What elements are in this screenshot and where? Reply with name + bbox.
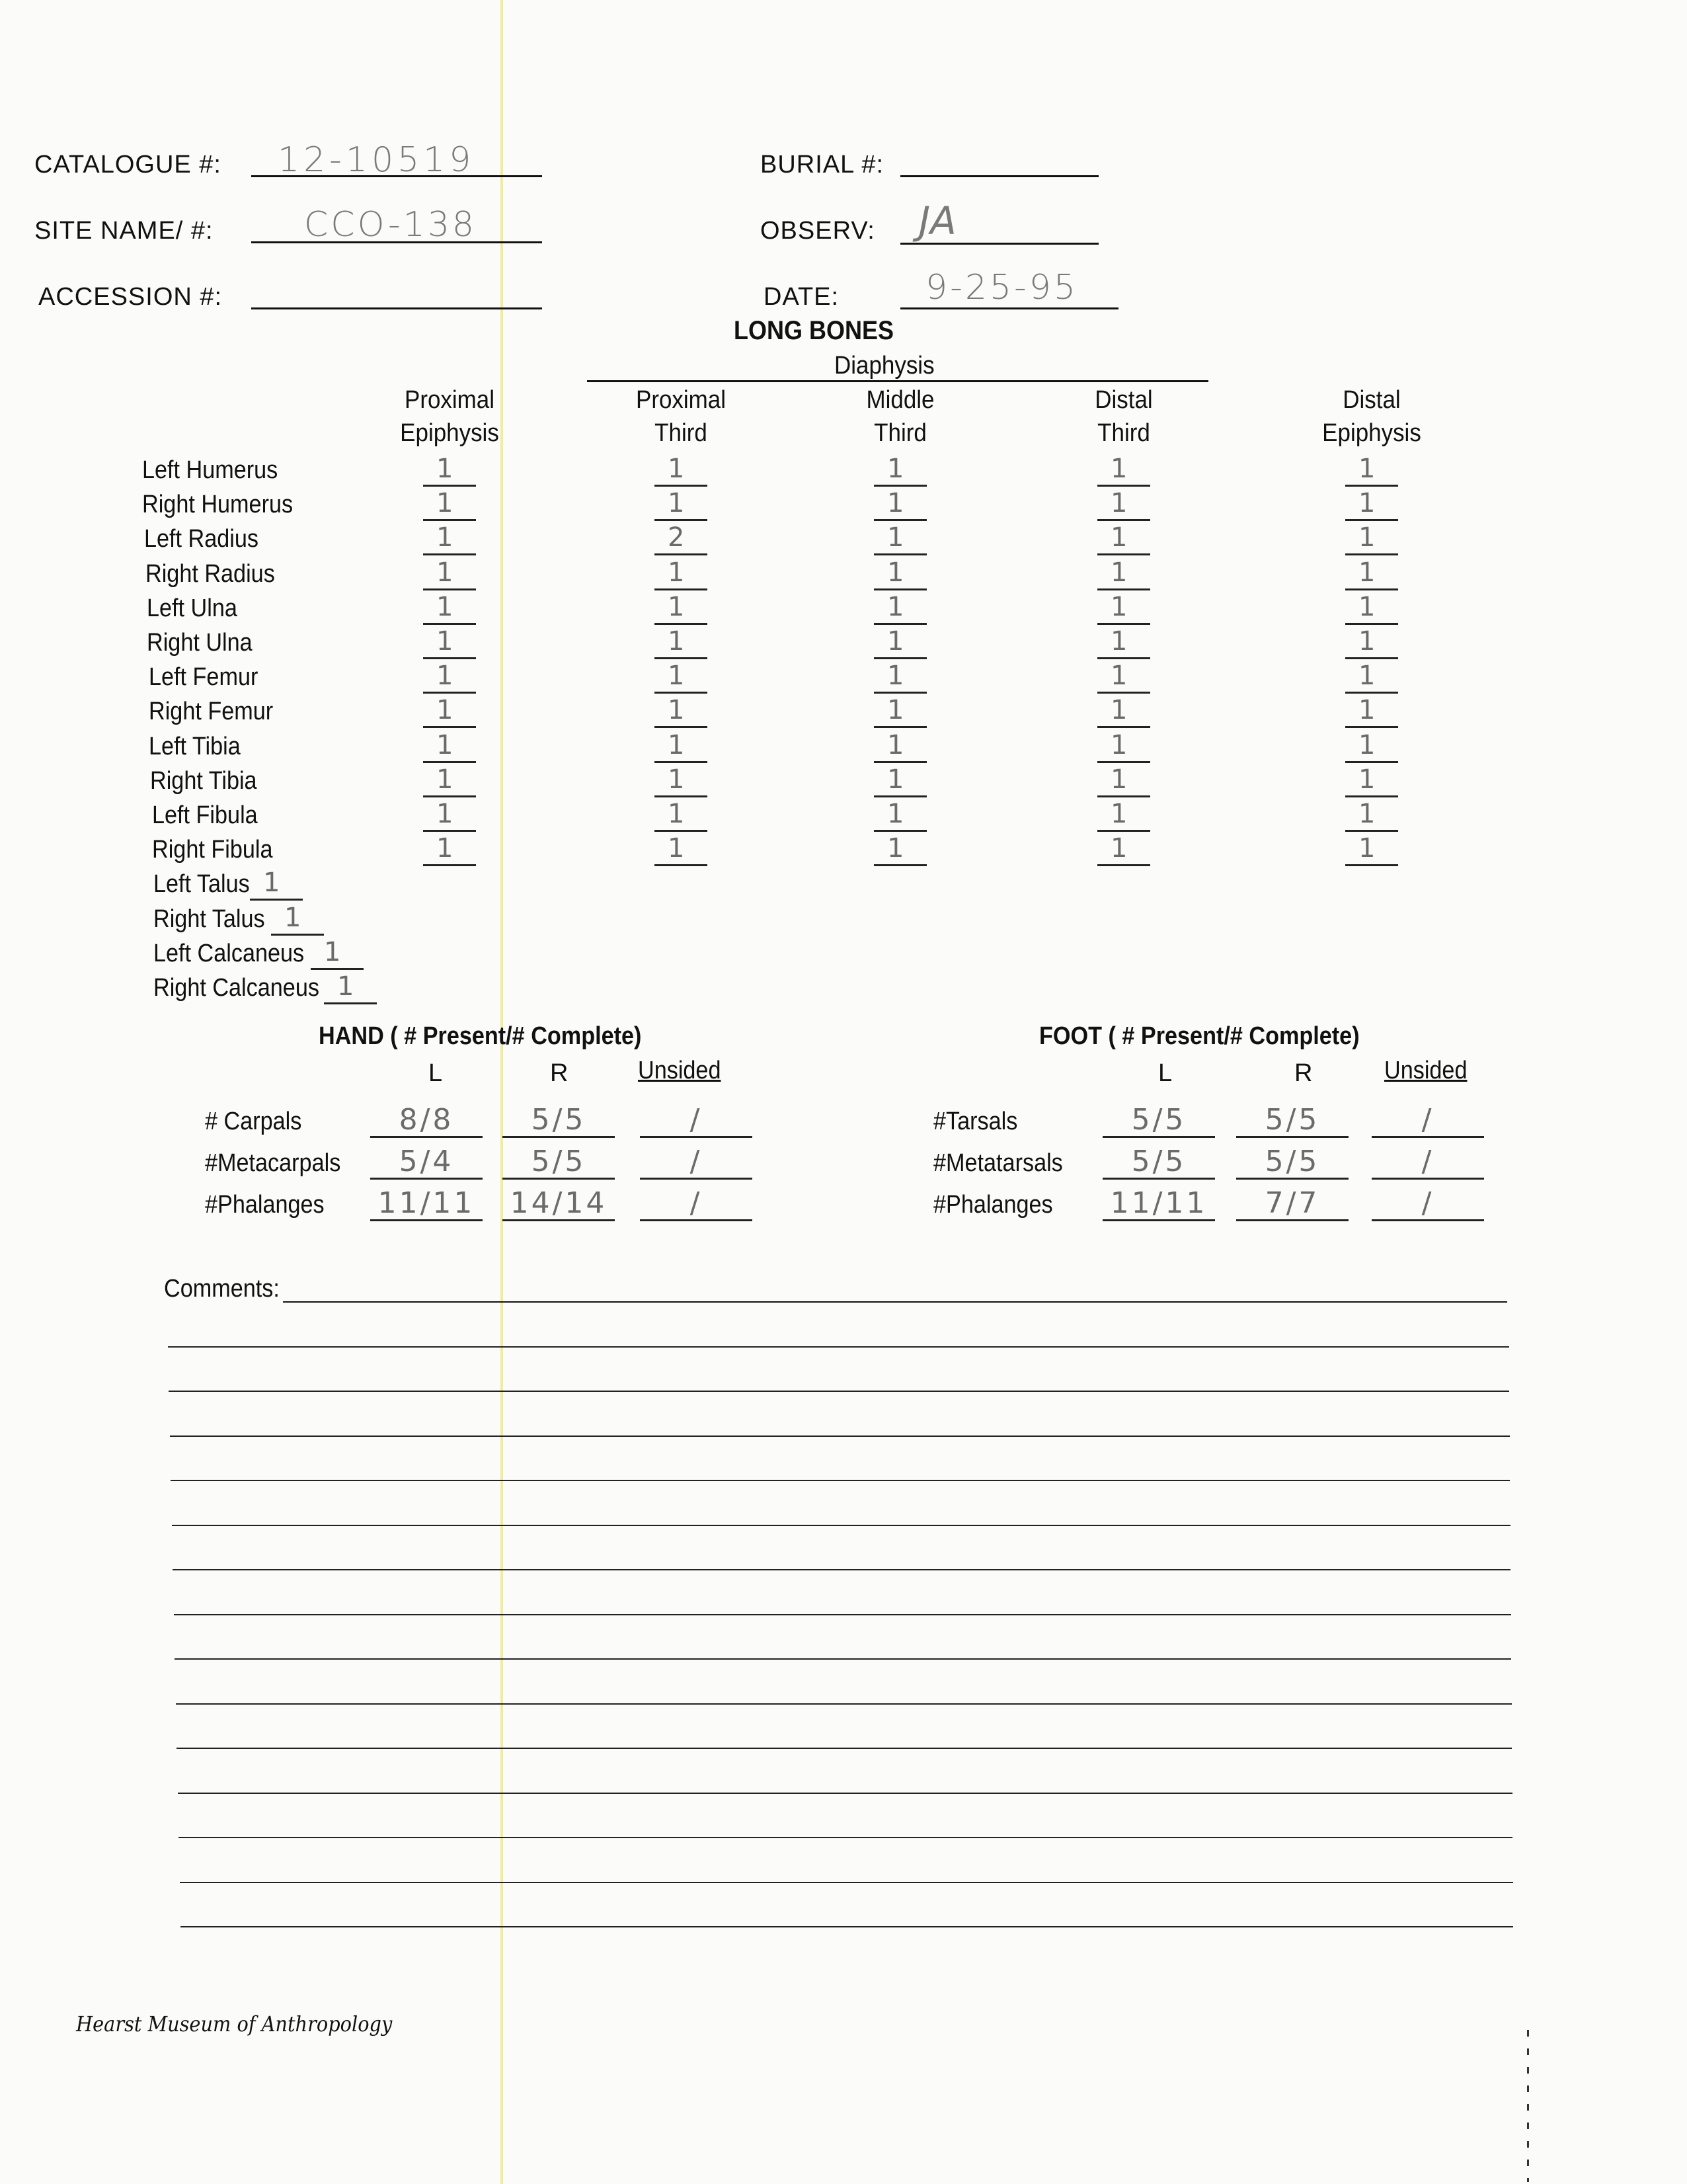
bone-value: 1 [887, 764, 904, 795]
field-underline [1236, 1219, 1349, 1221]
field-underline [640, 1136, 752, 1138]
foot-u-value: / [1421, 1145, 1434, 1178]
hand-row-label: #Metacarpals [205, 1149, 341, 1177]
field-underline [874, 864, 927, 866]
bone-value-field[interactable] [1345, 452, 1398, 487]
hand-u-value: / [689, 1186, 703, 1220]
bone-value-field[interactable] [874, 832, 927, 866]
bone-value: 1 [668, 661, 685, 692]
observ-value: JA [919, 198, 957, 243]
tarsal-label: Left Calcaneus [153, 939, 305, 967]
bone-value: 1 [1111, 799, 1128, 829]
bone-value-field[interactable] [423, 521, 476, 555]
bone-value-field[interactable] [1345, 694, 1398, 728]
observ-label: OBSERV: [760, 217, 875, 245]
bone-value-field[interactable] [423, 694, 476, 728]
comment-line[interactable] [173, 1569, 1510, 1570]
bone-value: 1 [1358, 661, 1376, 692]
bone-value: 1 [887, 488, 904, 519]
bone-label: Left Humerus [142, 456, 278, 484]
bone-value-field[interactable] [1345, 797, 1398, 832]
bone-value-field[interactable] [874, 452, 927, 487]
bone-value-field[interactable] [654, 487, 707, 521]
column-header-line1: Distal [1343, 386, 1401, 414]
tarsal-value-field[interactable] [324, 970, 377, 1004]
foot-title: FOOT ( # Present/# Complete) [1039, 1022, 1360, 1050]
hand-u-value: / [689, 1103, 703, 1137]
bone-value: 1 [436, 661, 453, 692]
hand-u-value: / [689, 1145, 703, 1178]
bone-value: 1 [1111, 522, 1128, 553]
bone-value: 1 [668, 557, 685, 588]
site-label: SITE NAME/ #: [34, 217, 214, 245]
bone-value-field[interactable] [1097, 729, 1150, 763]
foot-r-value: 5/5 [1265, 1145, 1320, 1178]
bone-value-field[interactable] [1097, 556, 1150, 590]
bone-value-field[interactable] [423, 487, 476, 521]
column-header-line2: Epiphysis [1322, 419, 1421, 447]
comment-line[interactable] [176, 1703, 1512, 1705]
accession-label: ACCESSION #: [38, 283, 223, 311]
burial-label: BURIAL #: [760, 151, 884, 179]
foot-u-field[interactable] [1372, 1144, 1484, 1180]
field-underline [423, 864, 476, 866]
bone-value-field[interactable] [1345, 729, 1398, 763]
date-label: DATE: [764, 283, 840, 311]
bone-value-field[interactable] [1097, 763, 1150, 797]
field-underline [1236, 1136, 1349, 1138]
bone-value: 1 [668, 695, 685, 726]
bone-value-field[interactable] [654, 521, 707, 555]
bone-value: 1 [1111, 764, 1128, 795]
bone-value: 1 [887, 522, 904, 553]
comment-line[interactable] [178, 1837, 1512, 1838]
comment-line[interactable] [283, 1301, 1507, 1303]
hand-u-field[interactable] [640, 1102, 752, 1138]
field-underline [640, 1178, 752, 1180]
bone-value-field[interactable] [423, 452, 476, 487]
comment-line[interactable] [178, 1793, 1512, 1794]
hand-row-label: #Phalanges [205, 1191, 325, 1219]
field-underline [1372, 1136, 1484, 1138]
hand-l-field[interactable] [370, 1102, 483, 1138]
field-underline [654, 864, 707, 866]
comments-label: Comments: [164, 1275, 280, 1303]
bone-value-field[interactable] [1097, 625, 1150, 659]
bone-value: 1 [668, 764, 685, 795]
bone-value: 1 [668, 488, 685, 519]
column-header-line2: Third [654, 419, 707, 447]
comment-line[interactable] [170, 1436, 1510, 1437]
bone-label: Left Fibula [152, 801, 258, 829]
hand-row-label: # Carpals [205, 1108, 302, 1135]
foot-u-value: / [1421, 1186, 1434, 1220]
hand-title: HAND ( # Present/# Complete) [319, 1022, 642, 1050]
hand-r-field[interactable] [502, 1186, 615, 1221]
bone-value: 1 [1111, 695, 1128, 726]
column-header-line2: Third [1097, 419, 1150, 447]
diaphysis-bracket-line [587, 380, 1208, 382]
bone-value-field[interactable] [423, 625, 476, 659]
bone-value: 1 [1358, 833, 1376, 864]
foot-u-value: / [1421, 1103, 1434, 1137]
hand-l-value: 8/8 [399, 1103, 454, 1137]
foot-r-field[interactable] [1236, 1144, 1349, 1180]
bone-value: 1 [887, 729, 904, 760]
hand-l-value: 5/4 [399, 1145, 454, 1178]
foot-l-field[interactable] [1103, 1102, 1215, 1138]
column-header-4 [1033, 384, 1215, 450]
tarsal-value: 1 [263, 868, 280, 899]
foot-col-l: L [1158, 1059, 1173, 1087]
column-header-5 [1280, 384, 1463, 450]
bone-value-field[interactable] [1345, 625, 1398, 659]
bone-value-field[interactable] [874, 659, 927, 694]
column-header-line2: Third [874, 419, 927, 447]
bone-value-field[interactable] [423, 763, 476, 797]
bone-value: 1 [1358, 591, 1376, 622]
long-bones-title: LONG BONES [734, 316, 894, 345]
accession-field-line [251, 307, 542, 309]
hand-r-value: 14/14 [510, 1186, 608, 1220]
column-header-2 [590, 384, 772, 450]
foot-row-label: #Phalanges [933, 1191, 1053, 1219]
field-underline [1103, 1136, 1215, 1138]
bone-value-field[interactable] [654, 452, 707, 487]
bone-value-field[interactable] [874, 487, 927, 521]
edge-dashes [1527, 2030, 1529, 2182]
comment-line[interactable] [169, 1391, 1509, 1392]
bone-value-field[interactable] [654, 797, 707, 832]
column-header-line1: Distal [1095, 386, 1153, 414]
bone-value-field[interactable] [874, 694, 927, 728]
field-underline [370, 1219, 483, 1221]
bone-value-field[interactable] [1097, 521, 1150, 555]
hand-col-r: R [550, 1059, 569, 1087]
foot-r-value: 7/7 [1265, 1186, 1320, 1220]
bone-value: 1 [887, 591, 904, 622]
bone-value-field[interactable] [423, 556, 476, 590]
bone-value: 1 [1111, 557, 1128, 588]
footer-institution: Hearst Museum of Anthropology [76, 2011, 393, 2037]
bone-value: 1 [887, 661, 904, 692]
scan-artifact-line [500, 0, 503, 2184]
bone-value-field[interactable] [1097, 487, 1150, 521]
site-value: CCO-138 [304, 205, 477, 245]
bone-value-field[interactable] [654, 625, 707, 659]
bone-value-field[interactable] [1345, 556, 1398, 590]
bone-value: 1 [1111, 661, 1128, 692]
date-field-line [900, 307, 1118, 309]
field-underline [1372, 1178, 1484, 1180]
field-underline [1345, 864, 1398, 866]
bone-label: Left Ulna [147, 594, 237, 622]
bone-value: 1 [887, 626, 904, 657]
field-underline [640, 1219, 752, 1221]
bone-value: 1 [436, 695, 453, 726]
bone-value: 1 [436, 454, 453, 484]
comment-line[interactable] [172, 1525, 1510, 1526]
bone-value: 1 [668, 833, 685, 864]
bone-value: 1 [436, 522, 453, 553]
tarsal-label: Right Talus [153, 905, 265, 933]
bone-value-field[interactable] [654, 729, 707, 763]
column-header-line1: Proximal [405, 386, 494, 414]
bone-value: 1 [668, 626, 685, 657]
field-underline [502, 1219, 615, 1221]
column-header-line2: Epiphysis [400, 419, 499, 447]
bone-value: 1 [1358, 799, 1376, 829]
comment-line[interactable] [168, 1346, 1509, 1348]
comment-line[interactable] [175, 1658, 1511, 1660]
foot-l-field[interactable] [1103, 1186, 1215, 1221]
bone-value: 1 [668, 729, 685, 760]
bone-value: 1 [1358, 522, 1376, 553]
hand-r-field[interactable] [502, 1144, 615, 1180]
foot-row-label: #Tarsals [933, 1108, 1018, 1135]
bone-value-field[interactable] [654, 556, 707, 590]
foot-row-label: #Metatarsals [933, 1149, 1063, 1177]
tarsal-label: Left Talus [153, 870, 250, 899]
bone-value: 1 [436, 764, 453, 795]
bone-value: 1 [1111, 729, 1128, 760]
bone-value: 1 [1358, 557, 1376, 588]
bone-value: 2 [668, 522, 685, 553]
hand-l-field[interactable] [370, 1144, 483, 1180]
comment-line[interactable] [174, 1614, 1511, 1615]
field-underline [1236, 1178, 1349, 1180]
bone-label: Right Humerus [142, 491, 294, 519]
bone-value-field[interactable] [1097, 659, 1150, 694]
hand-r-value: 5/5 [531, 1145, 586, 1178]
tarsal-value-field[interactable] [311, 936, 364, 970]
bone-label: Right Femur [149, 698, 274, 726]
bone-value-field[interactable] [1345, 659, 1398, 694]
comment-line[interactable] [180, 1926, 1513, 1927]
bone-value-field[interactable] [654, 763, 707, 797]
bone-value-field[interactable] [1097, 797, 1150, 832]
hand-l-field[interactable] [370, 1186, 483, 1221]
tarsal-value-field[interactable] [271, 901, 324, 936]
foot-u-field[interactable] [1372, 1102, 1484, 1138]
tarsal-label: Right Calcaneus [153, 974, 319, 1002]
bone-value: 1 [668, 591, 685, 622]
hand-l-value: 11/11 [377, 1186, 475, 1220]
bone-value-field[interactable] [1345, 832, 1398, 866]
bone-value: 1 [1111, 591, 1128, 622]
field-underline [1097, 864, 1150, 866]
bone-value: 1 [668, 799, 685, 829]
field-underline [370, 1178, 483, 1180]
bone-value-field[interactable] [423, 797, 476, 832]
bone-value-field[interactable] [1097, 452, 1150, 487]
bone-value-field[interactable] [874, 625, 927, 659]
comment-line[interactable] [171, 1480, 1510, 1481]
bone-value-field[interactable] [874, 521, 927, 555]
bone-label: Right Ulna [147, 629, 253, 657]
column-header-line1: Proximal [636, 386, 726, 414]
hand-u-field[interactable] [640, 1144, 752, 1180]
foot-r-value: 5/5 [1265, 1103, 1320, 1137]
bone-value-field[interactable] [654, 832, 707, 866]
comment-line[interactable] [177, 1748, 1512, 1749]
field-underline [1372, 1219, 1484, 1221]
catalogue-label: CATALOGUE #: [34, 151, 221, 179]
burial-field-line [900, 175, 1099, 177]
bone-value-field[interactable] [874, 729, 927, 763]
bone-value: 1 [1358, 488, 1376, 519]
hand-r-value: 5/5 [531, 1103, 586, 1137]
bone-value-field[interactable] [423, 832, 476, 866]
bone-value: 1 [436, 626, 453, 657]
bone-value: 1 [436, 591, 453, 622]
bone-value-field[interactable] [1345, 521, 1398, 555]
field-underline [1103, 1178, 1215, 1180]
diaphysis-label: Diaphysis [834, 352, 935, 380]
bone-value-field[interactable] [1097, 694, 1150, 728]
field-underline [1103, 1219, 1215, 1221]
tarsal-value: 1 [337, 971, 354, 1002]
tarsal-value: 1 [284, 902, 301, 933]
foot-r-field[interactable] [1236, 1186, 1349, 1221]
catalogue-value: 12-10519 [278, 140, 475, 180]
bone-value-field[interactable] [654, 590, 707, 625]
field-underline [502, 1178, 615, 1180]
bone-value: 1 [887, 454, 904, 484]
bone-value-field[interactable] [1345, 487, 1398, 521]
bone-value-field[interactable] [874, 763, 927, 797]
foot-l-value: 5/5 [1131, 1103, 1187, 1137]
bone-value: 1 [1358, 626, 1376, 657]
bone-value: 1 [887, 557, 904, 588]
bone-value-field[interactable] [1345, 590, 1398, 625]
bone-label: Right Fibula [152, 836, 273, 864]
bone-value: 1 [1358, 695, 1376, 726]
bone-value: 1 [1111, 626, 1128, 657]
field-underline [370, 1136, 483, 1138]
bone-value: 1 [436, 833, 453, 864]
column-header-line1: Middle [866, 386, 935, 414]
foot-l-value: 5/5 [1131, 1145, 1187, 1178]
column-header-1 [358, 384, 541, 450]
foot-l-field[interactable] [1103, 1144, 1215, 1180]
bone-value-field[interactable] [874, 590, 927, 625]
bone-label: Left Tibia [149, 732, 241, 760]
bone-value: 1 [887, 833, 904, 864]
bone-value: 1 [436, 799, 453, 829]
date-value: 9-25-95 [925, 268, 1078, 307]
field-underline [502, 1136, 615, 1138]
bone-value: 1 [887, 799, 904, 829]
bone-label: Left Radius [144, 525, 259, 553]
bone-value-field[interactable] [423, 590, 476, 625]
bone-value-field[interactable] [423, 659, 476, 694]
hand-u-field[interactable] [640, 1186, 752, 1221]
bone-label: Right Radius [145, 559, 275, 588]
column-header-3 [809, 384, 992, 450]
hand-col-unsided: Unsided [638, 1057, 721, 1084]
bone-value: 1 [887, 695, 904, 726]
bone-value: 1 [436, 488, 453, 519]
bone-value: 1 [436, 557, 453, 588]
bone-value-field[interactable] [1097, 590, 1150, 625]
foot-r-field[interactable] [1236, 1102, 1349, 1138]
foot-col-r: R [1294, 1059, 1313, 1087]
bone-value-field[interactable] [423, 729, 476, 763]
foot-u-field[interactable] [1372, 1186, 1484, 1221]
tarsal-value: 1 [324, 936, 341, 967]
bone-value: 1 [436, 729, 453, 760]
bone-value-field[interactable] [1097, 832, 1150, 866]
hand-col-l: L [428, 1059, 443, 1087]
bone-value: 1 [1111, 454, 1128, 484]
bone-value: 1 [1358, 454, 1376, 484]
bone-value: 1 [1358, 729, 1376, 760]
bone-value-field[interactable] [874, 556, 927, 590]
tarsal-value-field[interactable] [250, 866, 303, 901]
bone-value-field[interactable] [1345, 763, 1398, 797]
bone-value: 1 [668, 454, 685, 484]
foot-l-value: 11/11 [1110, 1186, 1208, 1220]
bone-value: 1 [1358, 764, 1376, 795]
bone-label: Left Femur [149, 663, 258, 692]
field-underline [324, 1002, 377, 1004]
foot-col-unsided: Unsided [1384, 1057, 1468, 1084]
bone-value: 1 [1111, 833, 1128, 864]
hand-r-field[interactable] [502, 1102, 615, 1138]
bone-value-field[interactable] [654, 659, 707, 694]
bone-label: Right Tibia [150, 766, 257, 795]
bone-value-field[interactable] [874, 797, 927, 832]
bone-value-field[interactable] [654, 694, 707, 728]
comment-line[interactable] [180, 1882, 1513, 1883]
bone-value: 1 [1111, 488, 1128, 519]
